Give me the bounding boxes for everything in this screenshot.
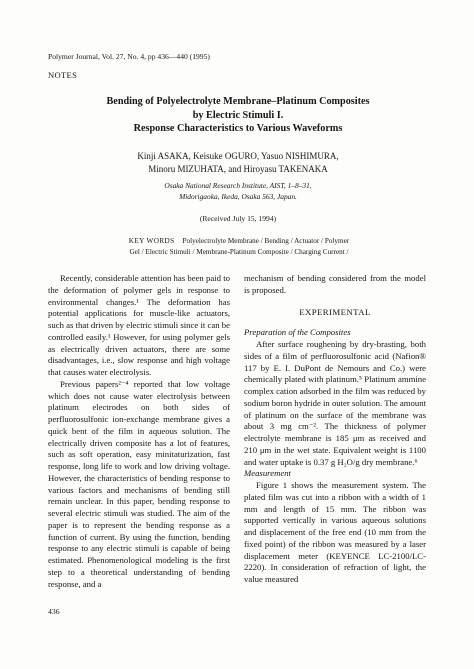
received-date: (Received July 15, 1994) <box>199 214 277 223</box>
affiliation-line-1: Osaka National Research Institute, AIST, 1–8–31, <box>164 181 312 190</box>
keywords-label: KEY WORDS <box>128 237 175 245</box>
page-number: 436 <box>48 607 60 616</box>
affiliation-line-2: Midorigaoka, Ikeda, Osaka 563, Japan. <box>179 191 297 201</box>
journal-citation: Polymer Journal, Vol. 27, No. 4, pp 436—440 (1995) <box>48 52 210 61</box>
left-column <box>48 273 230 590</box>
authors-line-2: Minoru MIZUHATA, and Hiroyasu TAKENAKA <box>148 163 328 174</box>
preparation-paragraph: After surface roughening by dry-brasting, both sides of a film of perfluorosulfonic acid (Nafion® 117 by E. I. DuPont de Nemours and Co.) were chemically plated with platinum.⁵ Platinum ammine complex cation adsorbed in the film was reduced by sodium boron hydride in outer solution. The amount of platinum on the surface of the membrane was about 3 mg cm⁻². The thickness of polymer electrolyte membrane is 185 μm as received and 210 μm in the wet state. Equivalent weight is 1100 and water uptake is 0.37 g H₂O/g dry membrane.⁶ <box>244 339 426 467</box>
keywords-text-2: Gel / Electric Stimuli / Membrane-Platinum Composite / Charging Current / <box>129 248 349 256</box>
keywords-text-1: Polyelectrolyte Membrane / Bending / Actuator / Polymer <box>182 237 350 245</box>
measurement-paragraph: Figure 1 shows the measurement system. The plated film was cut into a ribbon with a width of 1 mm and length of 15 mm. The ribbon was supported vertically in various aqueous solutions and displacement of the free end (10 mm from the fixed point) of the ribbon was measured by a laser displacement meter (KEYENCE LC-2100/LC-2220). In consideration of refraction of light, the value measured <box>244 480 426 584</box>
keywords-line-1 <box>74 236 404 247</box>
section-heading-experimental: EXPERIMENTAL <box>299 306 371 317</box>
keywords-block <box>74 236 404 258</box>
section-label: NOTES <box>48 70 78 80</box>
title-line-3: Response Characteristics to Various Waveforms <box>133 123 343 134</box>
author-list <box>48 150 428 176</box>
authors-line-1: Kinji ASAKA, Keisuke OGURO, Yasuo NISHIMURA, <box>137 151 339 161</box>
title-line-2: by Electric Stimuli I. <box>192 109 284 121</box>
intro-paragraph-2: Previous papers²⁻⁴ reported that low voltage which does not cause water electrolysis between platinum electrodes on both sides of perfluorosulfonic ion-exchange membrane gives a quick bent of the film in aqueous solution. The electrically driven composite has a lot of features, such as soft operation, easy minitaturization, fast response, long life to work and low driving voltage. However, the characteristics of bending response to various factors and mechanisms of bending still remain unclear. In this paper, bending response to several electric stimuli was studied. The aim of the paper is to represent the bending response as a function of current. By using the function, bending response to any electric stimuli is capable of being estimated. Phenomenological modeling is the first step to a theoretical understanding of bending response, and a <box>48 378 230 589</box>
paper-title <box>48 95 428 136</box>
title-line-1: Bending of Polyelectrolyte Membrane–Platinum Composites <box>106 96 370 107</box>
subheading-measurement: Measurement <box>244 468 291 479</box>
intro-paragraph-1: Recently, considerable attention has been paid to the deformation of polymer gels in response to environmental changes.¹ The deformation has potential applications for muscle-like actuators, such as that driven by electric stimuli since it can be controlled easily.¹ However, for using polymer gels as electrically driven actuators, there are some disadvantages, i.e., slow response and high voltage that causes water electrolysis. <box>48 273 230 377</box>
intro-paragraph-continued: mechanism of bending considered from the model is proposed. <box>244 273 426 295</box>
subheading-preparation: Preparation of the Composites <box>244 327 351 338</box>
right-column <box>244 273 426 586</box>
affiliation <box>48 181 428 203</box>
